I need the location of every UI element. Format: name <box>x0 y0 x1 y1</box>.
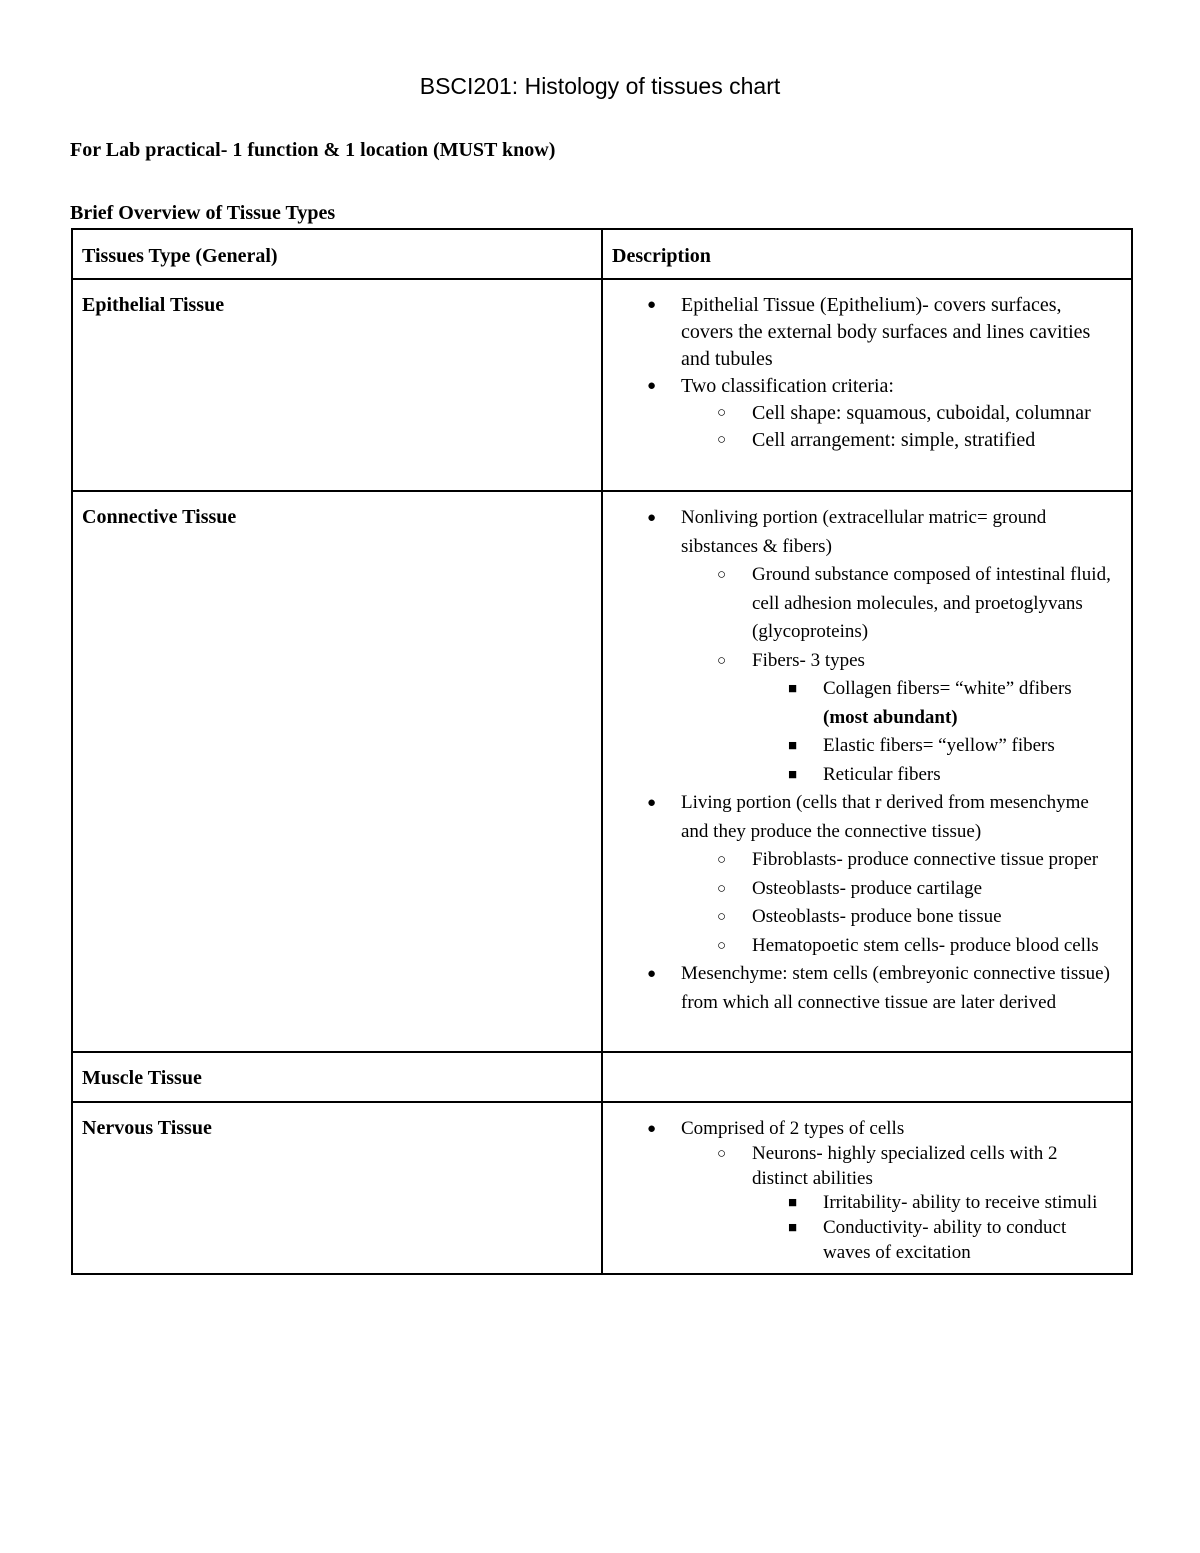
list-item: ■ Irritability- ability to receive stimuli <box>603 1191 1131 1216</box>
bullet-disc-icon: ● <box>647 297 657 313</box>
table-header-row <box>72 229 1132 279</box>
header-type-label: Tissues Type (General) <box>82 245 278 267</box>
list-item: ○ Fibers- 3 types <box>603 647 1131 676</box>
table-row-epithelial <box>72 279 1132 491</box>
table-row-muscle <box>72 1052 1132 1102</box>
epithelial-bullet-list <box>603 280 1131 463</box>
list-item: ○ Fibroblasts- produce connective tissue proper <box>603 846 1131 875</box>
bullet-circle-icon: ○ <box>717 880 727 897</box>
cell-nervous-description <box>602 1102 1132 1274</box>
list-item: ● Epithelial Tissue (Epithelium)- covers surfaces, covers the external body surfaces and lines cavities and tubules <box>647 294 1091 370</box>
list-item: ● Comprised of 2 types of cells <box>603 1117 1131 1142</box>
bullet-square-icon: ■ <box>788 1220 798 1237</box>
bullet-circle-icon: ○ <box>717 567 727 583</box>
header-cell-type <box>72 229 602 279</box>
bullet-square-icon: ■ <box>788 1195 798 1212</box>
list-item: ○ Neurons- highly specialized cells with 2 distinct abilities <box>717 1142 1058 1189</box>
bullet-circle-icon: ○ <box>717 432 727 448</box>
cell-muscle-description <box>602 1052 1132 1102</box>
connective-bullet-list <box>603 492 1131 1051</box>
cell-connective-name <box>72 491 602 1052</box>
list-item: ● Two classification criteria: <box>603 373 1131 400</box>
cell-epithelial-description <box>602 279 1132 491</box>
tissue-types-table <box>71 228 1133 1275</box>
tissue-name-muscle: Muscle Tissue <box>82 1067 202 1089</box>
table-row-connective <box>72 491 1132 1052</box>
bullet-disc-icon: ● <box>647 795 657 811</box>
table-row-nervous <box>72 1102 1132 1274</box>
bullet-circle-icon: ○ <box>717 652 727 669</box>
list-item: ○ Cell arrangement: simple, stratified <box>603 427 1131 454</box>
bullet-disc-icon: ● <box>647 510 657 526</box>
list-item: ○ Ground substance composed of intestinal fluid, cell adhesion molecules, and proetoglyvans (glycoproteins) <box>603 561 1131 647</box>
bullet-circle-icon: ○ <box>717 1145 727 1162</box>
bullet-disc-icon: ● <box>647 1121 657 1137</box>
list-item: ○ Osteoblasts- produce cartilage <box>603 875 1131 904</box>
bullet-circle-icon: ○ <box>717 937 727 954</box>
list-item: ○ Cell shape: squamous, cuboidal, columnar <box>603 400 1131 427</box>
bullet-circle-icon: ○ <box>717 405 727 421</box>
page-title: BSCI201: Histology of tissues chart <box>419 73 781 99</box>
header-cell-description <box>602 229 1132 279</box>
table-caption: Brief Overview of Tissue Types <box>70 202 336 224</box>
tissue-name-epithelial: Epithelial Tissue <box>82 294 225 316</box>
cell-epithelial-name <box>72 279 602 491</box>
list-item: ● Mesenchyme: stem cells (embreyonic connective tissue) from which all connective tissue are later derived <box>603 960 1131 1017</box>
cell-connective-description <box>602 491 1132 1052</box>
list-item: ■ Collagen fibers= “white” dfibers (most abundant) <box>603 675 1131 732</box>
list-item: ■ Conductivity- ability to conduct waves of excitation <box>788 1217 1067 1263</box>
list-item: ○ Hematopoetic stem cells- produce blood cells <box>603 932 1131 961</box>
header-description-label: Description <box>612 245 711 267</box>
cell-muscle-name <box>72 1052 602 1102</box>
list-item: ● Nonliving portion (extracellular matric= ground sibstances & fibers) <box>603 504 1131 561</box>
cell-nervous-name <box>72 1102 602 1274</box>
tissue-name-connective: Connective Tissue <box>82 506 237 528</box>
list-item: ● Living portion (cells that r derived from mesenchyme and they produce the connective tissue) <box>603 789 1131 846</box>
bullet-disc-icon: ● <box>647 966 657 982</box>
emphasis-most-abundant: (most abundant) <box>823 706 958 728</box>
bullet-circle-icon: ○ <box>717 852 727 868</box>
bullet-disc-icon: ● <box>647 378 657 394</box>
bullet-square-icon: ■ <box>788 738 798 754</box>
lab-practical-note: For Lab practical- 1 function & 1 location (MUST know) <box>70 139 556 161</box>
bullet-circle-icon: ○ <box>717 909 727 925</box>
nervous-bullet-list <box>603 1103 1131 1273</box>
list-item: ■ Elastic fibers= “yellow” fibers <box>603 732 1131 761</box>
bullet-square-icon: ■ <box>788 681 798 697</box>
tissue-name-nervous: Nervous Tissue <box>82 1117 212 1139</box>
list-item: ○ Osteoblasts- produce bone tissue <box>603 903 1131 932</box>
list-item: ■ Reticular fibers <box>603 761 1131 790</box>
bullet-square-icon: ■ <box>788 766 798 783</box>
